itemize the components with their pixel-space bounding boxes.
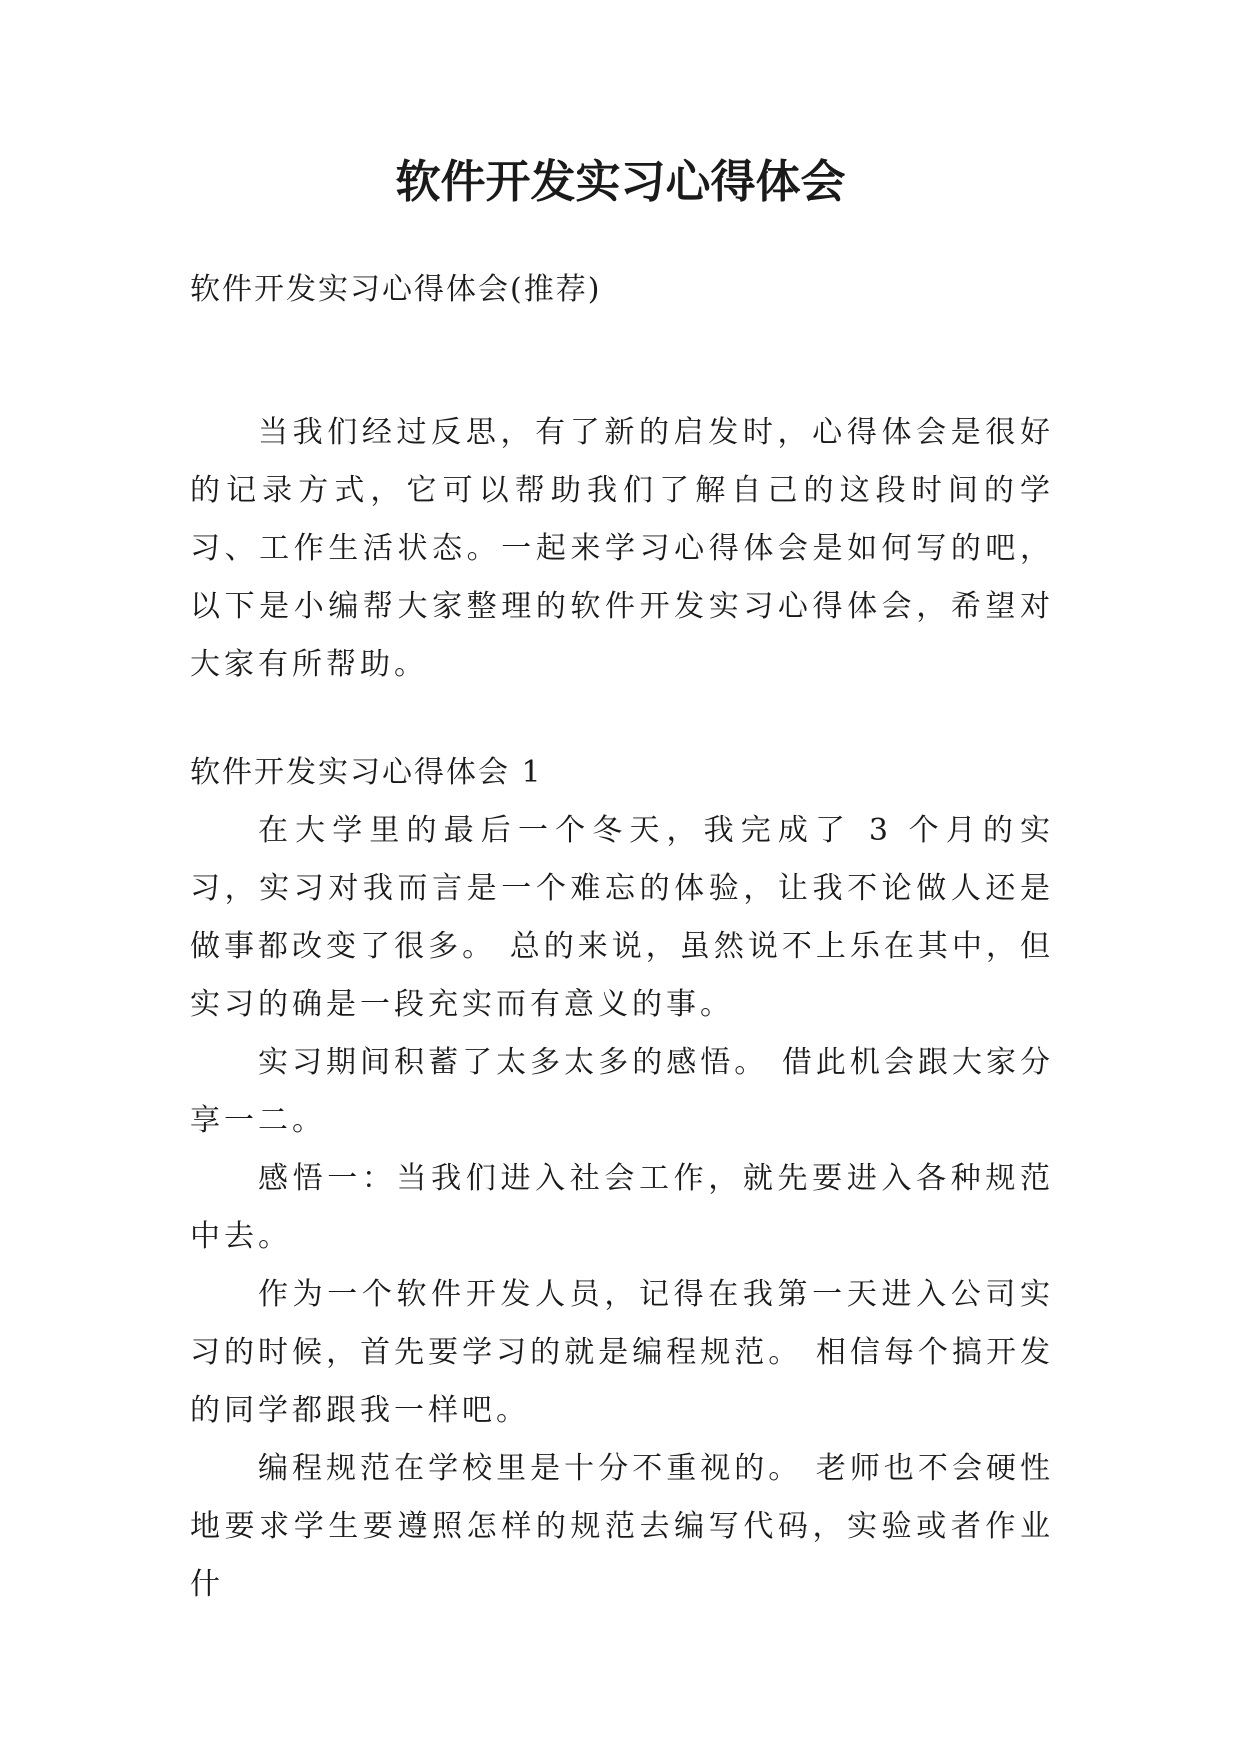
body-paragraph: 实习期间积蓄了太多太多的感悟。 借此机会跟大家分享一二。 — [190, 1045, 1054, 1138]
section-heading: 软件开发实习心得体会 1 — [190, 755, 543, 790]
body-paragraph: 编程规范在学校里是十分不重视的。 老师也不会硬性地要求学生要遵照怎样的规范去编写代码，实验或者作业什 — [190, 1451, 1054, 1602]
document-title: 软件开发实习心得体会 — [395, 155, 846, 208]
document-body — [190, 404, 1054, 1614]
body-paragraph: 作为一个软件开发人员，记得在我第一天进入公司实习的时候，首先要学习的就是编程规范。 相信每个搞开发的同学都跟我一样吧。 — [190, 1277, 1054, 1428]
body-paragraph: 感悟一：当我们进入社会工作，就先要进入各种规范中去。 — [190, 1161, 1054, 1254]
document-subtitle: 软件开发实习心得体会(推荐) — [190, 272, 602, 307]
intro-paragraph: 当我们经过反思，有了新的启发时，心得体会是很好的记录方式，它可以帮助我们了解自己的这段时间的学习、工作生活状态。一起来学习心得体会是如何写的吧，以下是小编帮大家整理的软件开发实习心得体会，希望对大家有所帮助。 — [190, 415, 1054, 682]
body-paragraph: 在大学里的最后一个冬天，我完成了 3 个月的实习，实习对我而言是一个难忘的体验，让我不论做人还是做事都改变了很多。 总的来说，虽然说不上乐在其中，但实习的确是一段充实而有意义的事。 — [190, 813, 1054, 1022]
